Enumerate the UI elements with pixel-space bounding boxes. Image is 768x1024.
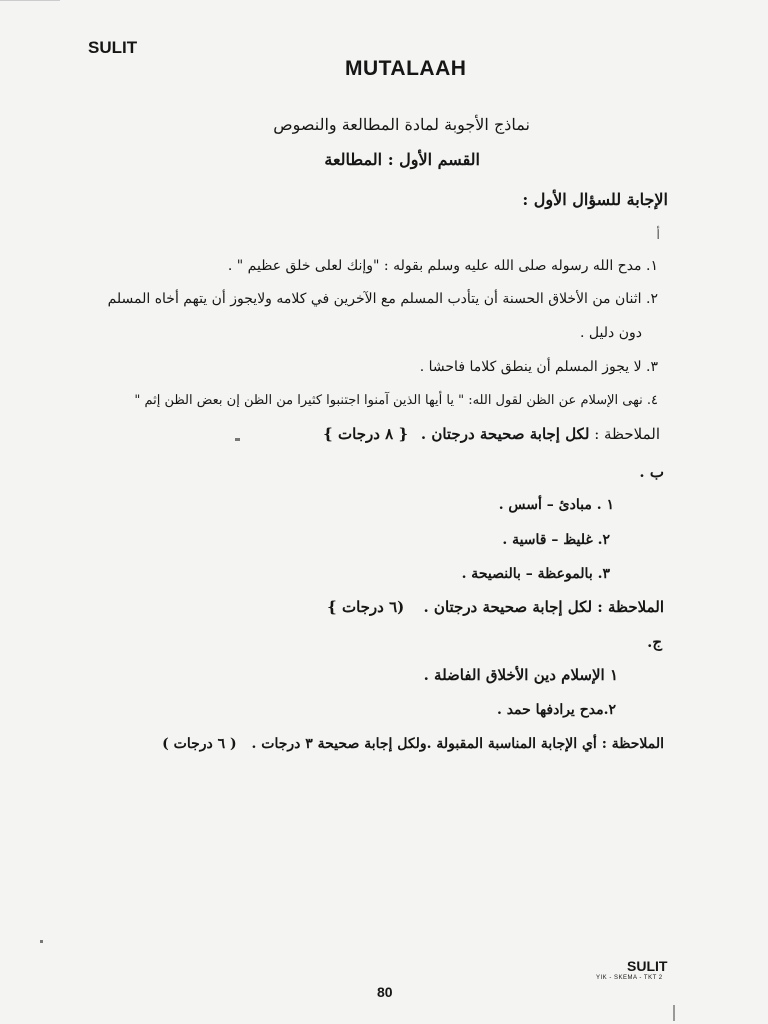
ink-speck	[235, 438, 240, 441]
part-a-item-4: ٤. نهى الإسلام عن الظن لقول الله: " يا أيها الذين آمنوا اجتنبوا كثيرا من الظن إن بعض الظن إثم "	[134, 393, 658, 408]
note-marks: (٦ درجات }	[327, 598, 405, 616]
section-title: القسم الأول : المطالعة	[324, 150, 480, 169]
note-text: لكل إجابة صحيحة درجتان .	[423, 598, 593, 616]
note-marks: { ٨ درجات }	[323, 425, 409, 443]
part-b-note	[327, 598, 664, 616]
note-label: الملاحظة :	[594, 425, 660, 443]
part-c-label: ج.	[647, 633, 662, 651]
note-label: الملاحظة :	[597, 598, 664, 616]
part-b-label: ب .	[639, 463, 664, 481]
note-text: لكل إجابة صحيحة درجتان .	[420, 425, 590, 443]
part-b-item-1: ١ . مبادئ – أسس .	[498, 497, 614, 513]
part-a-item-2-cont: دون دليل .	[580, 325, 642, 341]
part-c-item-1: ١ الإسلام دين الأخلاق الفاضلة .	[423, 666, 618, 684]
note-text: أي الإجابة المناسبة المقبولة .ولكل إجابة صحيحة ٣ درجات .	[251, 736, 597, 752]
part-b-item-3: ٣. بالموعظة – بالنصيحة .	[461, 566, 610, 582]
part-c-item-2: ٢.مدح يرادفها حمد .	[496, 702, 616, 718]
part-a-item-3: ٣. لا يجوز المسلم أن ينطق كلاما فاحشا .	[419, 359, 658, 375]
part-c-note	[162, 736, 664, 752]
part-a-note	[323, 425, 660, 443]
sulit-label-top: SULIT	[88, 38, 138, 57]
subject-title: MUTALAAH	[345, 57, 467, 80]
scan-edge	[0, 0, 60, 1]
exam-code: YIK - SKEMA - TKT 2	[596, 975, 663, 981]
scan-line	[673, 1005, 675, 1021]
note-label: الملاحظة :	[601, 736, 664, 752]
answers-title: نماذج الأجوبة لمادة المطالعة والنصوص	[273, 115, 530, 134]
part-b-item-2: ٢. غليظ – قاسية .	[502, 532, 610, 548]
part-a-item-2: ٢. اثنان من الأخلاق الحسنة أن يتأدب المسلم مع الآخرين في كلامه ولايجوز أن يتهم أخاه المسلم	[107, 291, 658, 307]
part-a-item-1: ١. مدح الله رسوله صلى الله عليه وسلم بقوله : "وإنك لعلى خلق عظيم " .	[227, 258, 658, 274]
question-1-heading: الإجابة للسؤال الأول :	[522, 190, 668, 209]
sulit-label-bottom: SULIT	[627, 958, 668, 974]
note-marks: ( ٦ درجات )	[162, 736, 237, 752]
page-number: 80	[377, 984, 393, 1000]
part-a-label: أ	[656, 228, 660, 243]
scan-speck	[40, 940, 43, 943]
